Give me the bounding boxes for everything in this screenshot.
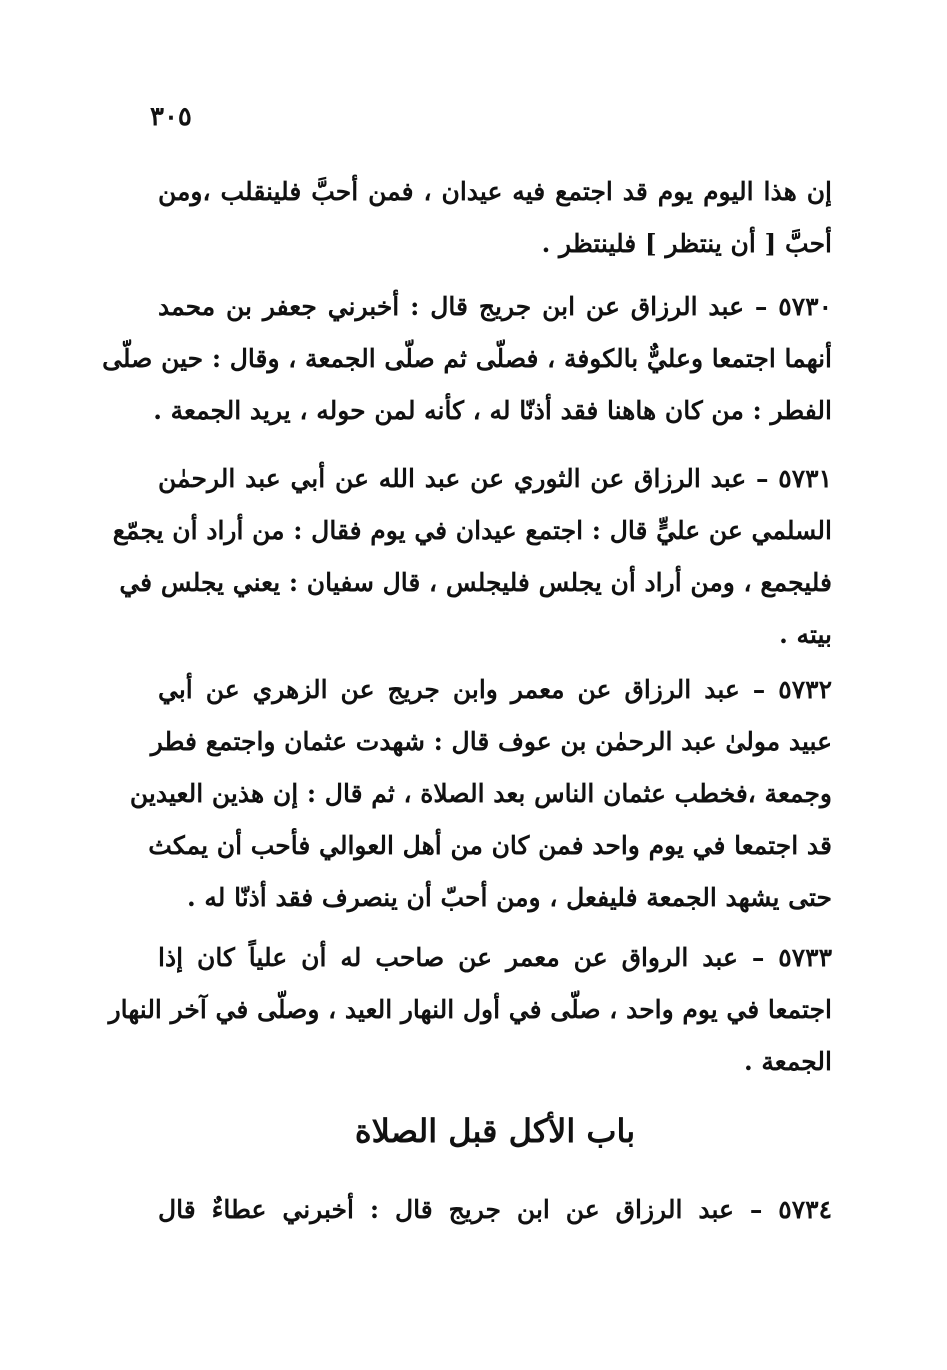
text-line: أحبَّ [ أن ينتظر ] فلينتظر . xyxy=(541,229,832,258)
hadith-5731 xyxy=(112,453,832,661)
hadith-5734 xyxy=(158,1184,832,1236)
chapter-heading: باب الأكل قبل الصلاة xyxy=(354,1112,636,1150)
page-number: ٣٠٥ xyxy=(150,102,192,132)
text-line: ٥٧٣٠ – عبد الرزاق عن ابن جريج قال : أخبرني جعفر بن محمد xyxy=(158,292,832,321)
hadith-5730 xyxy=(102,281,832,437)
text-line: عبيد مولىٰ عبد الرحمٰن بن عوف قال : شهدت عثمان واجتمع فطر xyxy=(150,727,832,756)
text-line: الجمعة . xyxy=(743,1047,832,1076)
text-line: ٥٧٣١ – عبد الرزاق عن الثوري عن عبد الله عن أبي عبد الرحمٰن xyxy=(158,464,832,493)
text-line: السلمي عن عليٍّ قال : اجتمع عيدان في يوم فقال : من أراد أن يجمّع xyxy=(112,516,832,545)
text-line: إن هذا اليوم يوم قد اجتمع فيه عيدان ، فمن أحبَّ فلينقلب ،ومن xyxy=(158,177,832,206)
text-line: حتى يشهد الجمعة فليفعل ، ومن أحبّ أن ينصرف فقد أذنّا له . xyxy=(186,883,832,912)
paragraph-continuation xyxy=(158,166,832,270)
hadith-5733 xyxy=(108,932,832,1088)
text-line: ٥٧٣٤ – عبد الرزاق عن ابن جريج قال : أخبرني عطاءٌ قال xyxy=(158,1195,832,1224)
text-line: فليجمع ، ومن أراد أن يجلس فليجلس ، قال سفيان : يعني يجلس في xyxy=(119,568,832,597)
text-line: قد اجتمعا في يوم واحد فمن كان من أهل العوالي فأحب أن يمكث xyxy=(148,831,832,860)
text-line: ٥٧٣٣ – عبد الرواق عن معمر عن صاحب له أن علياً كان إذا xyxy=(158,943,832,972)
text-line: اجتمعا في يوم واحد ، صلّى في أول النهار العيد ، وصلّى في آخر النهار xyxy=(108,995,832,1024)
hadith-5732 xyxy=(129,664,832,924)
text-line: ٥٧٣٢ – عبد الرزاق عن معمر وابن جريج عن الزهري عن أبي xyxy=(158,675,832,704)
text-line: بيته . xyxy=(779,620,832,649)
text-line: وجمعة ،فخطب عثمان الناس بعد الصلاة ، ثم قال : إن هذين العيدين xyxy=(129,779,832,808)
text-line: الفطر : من كان هاهنا فقد أذنّا له ، كأنه لمن حوله ، يريد الجمعة . xyxy=(153,396,832,425)
text-line: أنهما اجتمعا وعليٌّ بالكوفة ، فصلّى ثم صلّى الجمعة ، وقال : حين صلّى xyxy=(102,344,832,373)
